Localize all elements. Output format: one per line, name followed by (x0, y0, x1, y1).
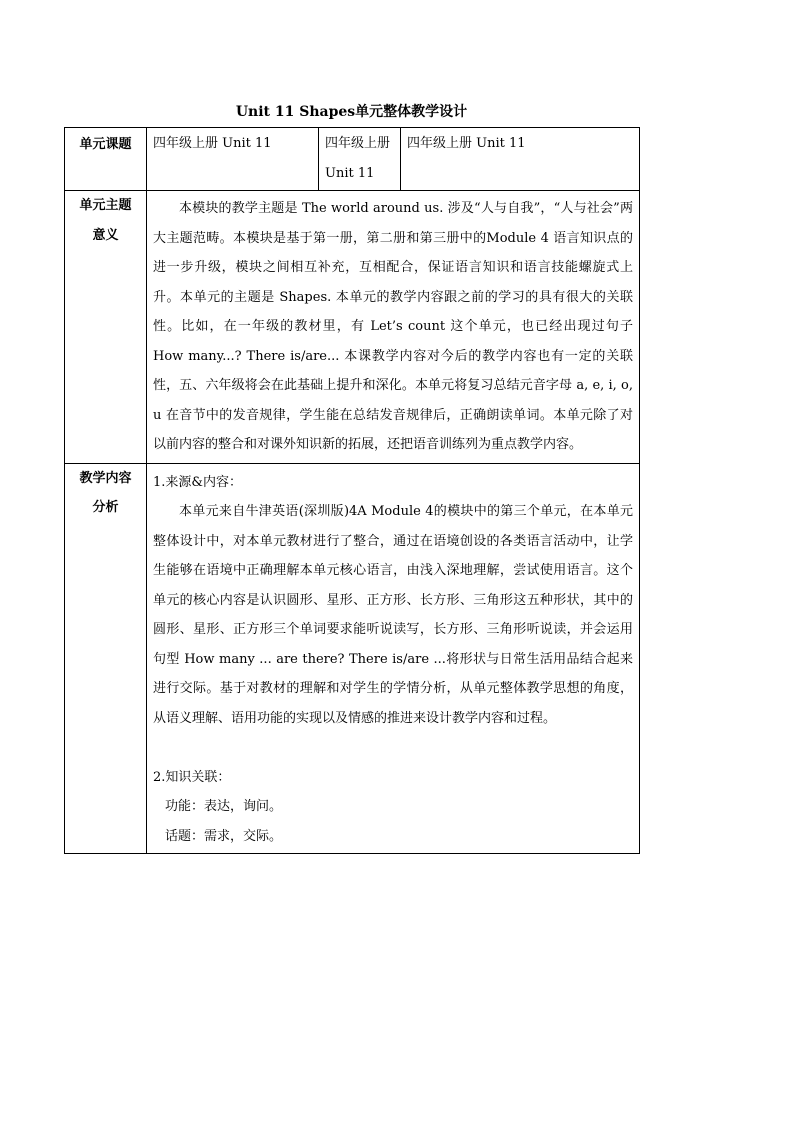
row-unit-meaning (65, 191, 640, 464)
cell-topic-2-text: 四年级上册 Unit 11 (325, 136, 391, 181)
label-unit-topic-text: 单元课题 (79, 137, 132, 152)
row-content-analysis (65, 463, 640, 854)
cell-topic-1 (147, 128, 319, 191)
cell-topic-3 (401, 128, 640, 191)
cell-content-analysis (147, 463, 640, 854)
lesson-plan-table (64, 127, 640, 854)
blank-line (153, 733, 633, 763)
cell-topic-2 (319, 128, 401, 191)
cell-topic-1-text: 四年级上册 Unit 11 (153, 136, 272, 151)
label-content-analysis (65, 463, 147, 854)
knowledge-item-topic: 话题：需求，交际。 (165, 828, 283, 844)
document-title: Unit 11 Shapes单元整体教学设计 (235, 104, 468, 120)
label-content-analysis-line1: 教学内容 (79, 470, 132, 486)
knowledge-item-function: 功能：表达，询问。 (165, 799, 283, 814)
label-content-analysis-line2: 分析 (92, 500, 119, 515)
cell-topic-3-text: 四年级上册 Unit 11 (407, 136, 526, 151)
meaning-paragraph: 本模块的教学主题是 The world around us. 涉及“人与自我”，“人与社会”两大主题范畴。本模块是基于第一册，第二册和第三册中的Module 4 语言知识点的进一步升级，模块之间相互补充，互相配合，保证语言知识和语言技能螺旋式上升。本单元的主题是 Shapes. 本单元的教学内容跟之前的学习的具有很大的关联性。比如，在一年级的教材里，有 Let’s count 这个单元，也已经出现过句子 How many...? There is/are... 本课教学内容对今后的教学内容也有一定的关联性，五、六年级将会在此基础上提升和深化。本单元将复习总结元音字母 a, e, i, o, u 在音节中的发音规律，学生能在总结发音规律后，正确朗读单词。本单元除了对以前内容的整合和对课外知识新的拓展，还把语音训练列为重点教学内容。 (153, 201, 633, 452)
label-unit-meaning-line1: 单元主题 (79, 198, 132, 213)
analysis-paragraph: 本单元来自牛津英语(深圳版)4A Module 4的模块中的第三个单元，在本单元整体设计中，对本单元教材进行了整合，通过在语境创设的各类语言活动中，让学生能够在语境中正确理解本单元核心语言，由浅入深地理解，尝试使用语言。这个单元的核心内容是认识圆形、星形、正方形、长方形、三角形这五种形状，其中的圆形、星形、正方形三个单词要求能听说读写，长方形、三角形听说读，并会运用句型 How many ... are there? There is/are ...将形状与日常生活用品结合起来进行交际。基于对教材的理解和对学生的学情分析，从单元整体教学思想的角度，从语义理解、语用功能的实现以及情感的推进来设计教学内容和过程。 (153, 504, 633, 726)
analysis-heading-source: 1.来源&内容： (153, 474, 242, 490)
label-unit-topic (65, 128, 147, 191)
cell-unit-meaning (147, 191, 640, 464)
analysis-heading-knowledge: 2.知识关联： (153, 769, 231, 785)
label-unit-meaning-line2: 意义 (92, 227, 119, 243)
label-unit-meaning (65, 191, 147, 464)
row-unit-topic (65, 128, 640, 191)
